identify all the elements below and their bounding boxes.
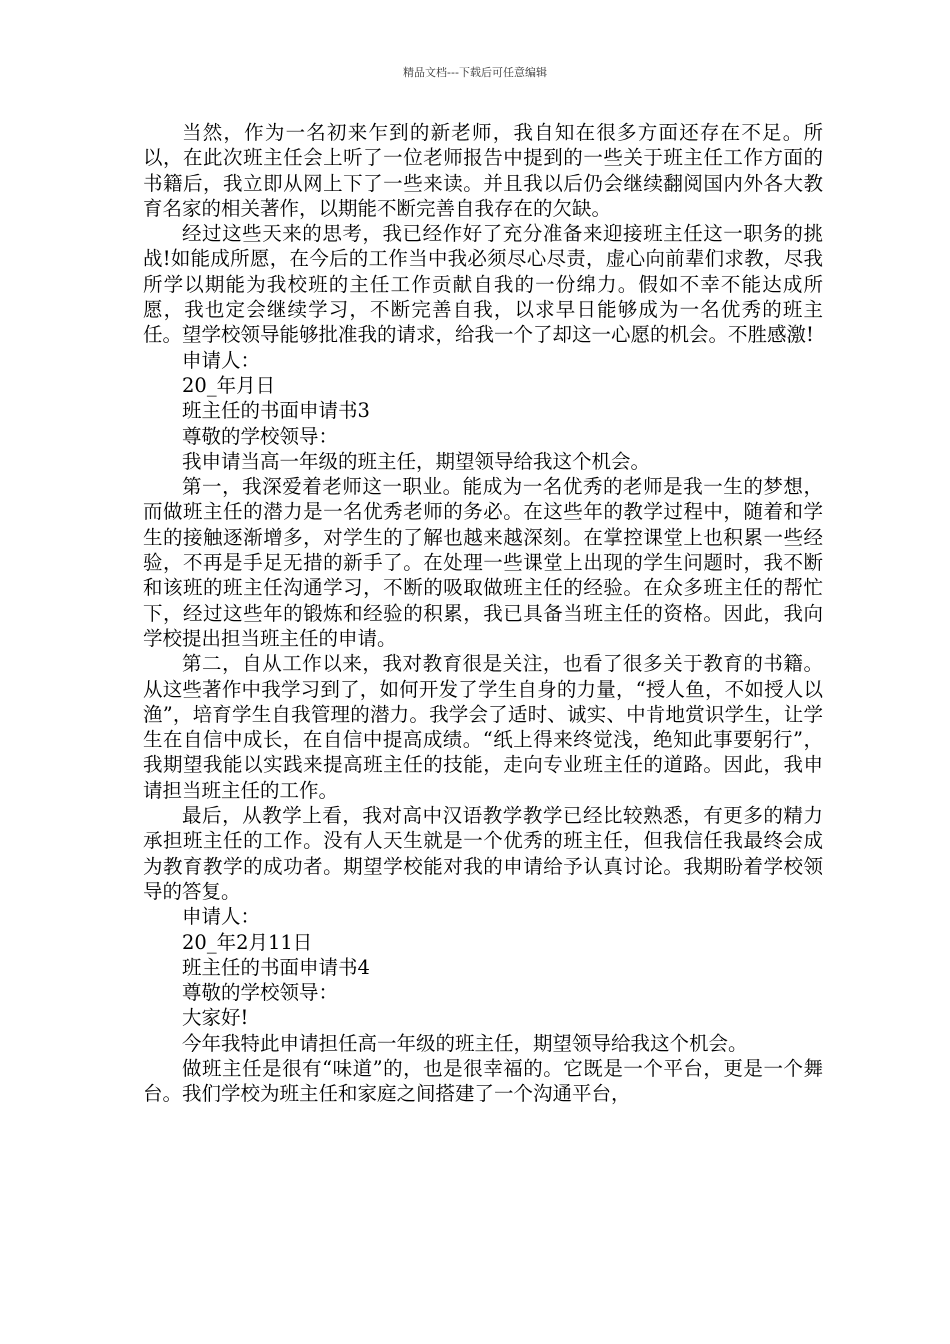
paragraph: 经过这些天来的思考，我已经作好了充分准备来迎接班主任这一职务的挑战!如能成所愿，在今后的工作当中我必须尽心尽责，虚心向前辈们求教，尽我所学以期能为我校班的主任工作贡献自我的一份绵力。假如不幸不能达成所愿，我也定会继续学习，不断完善自我，以求早日能够成为一名优秀的班主任。望学校领导能够批准我的请求，给我一个了却这一心愿的机会。不胜感激!	[143, 222, 823, 347]
paragraph: 最后，从教学上看，我对高中汉语教学教学已经比较熟悉，有更多的精力承担班主任的工作。没有人天生就是一个优秀的班主任，但我信任我最终会成为教育教学的成功者。期望学校能对我的申请给予认真讨论。我期盼着学校领导的答复。	[143, 804, 823, 903]
section-title: 班主任的书面申请书3	[182, 399, 370, 423]
paragraph: 第二，自从工作以来，我对教育很是关注，也看了很多关于教育的书籍。从这些著作中我学习到了，如何开发了学生自身的力量，“授人鱼，不如授人以渔”，培育学生自我管理的潜力。我学会了适时、诚实、中肯地赏识学生，让学生在自信中成长，在自信中提高成绩。“纸上得来终觉浅，绝知此事要躬行”，我期望我能以实践来提高班主任的技能，走向专业班主任的道路。因此，我申请担当班主任的工作。	[143, 652, 823, 802]
paragraph: 做班主任是很有“味道”的，也是很幸福的。它既是一个平台，更是一个舞台。我们学校为班主任和家庭之间搭建了一个沟通平台，	[143, 1056, 823, 1106]
paragraph: 今年我特此申请担任高一年级的班主任，期望领导给我这个机会。	[182, 1031, 748, 1055]
date-line: 20_年月日	[182, 373, 276, 397]
document-body	[143, 120, 823, 1107]
page-header: 精品文档---下载后可任意编辑	[403, 66, 547, 79]
paragraph: 第一，我深爱着老师这一职业。能成为一名优秀的老师是我一生的梦想，而做班主任的潜力是一名优秀老师的务必。在这些年的教学过程中，随着和学生的接触逐渐增多，对学生的了解也越来越深刻。在掌控课堂上也积累一些经验，不再是手足无措的新手了。在处理一些课堂上出现的学生问题时，我不断和该班的班主任沟通学习，不断的吸取做班主任的经验。在众多班主任的帮忙下，经过这些年的锻炼和经验的积累，我已具备当班主任的资格。因此，我向学校提出担当班主任的申请。	[143, 475, 823, 650]
paragraph: 我申请当高一年级的班主任，期望领导给我这个机会。	[182, 449, 651, 473]
salutation: 尊敬的学校领导：	[182, 424, 339, 448]
date-line: 20_年2月11日	[182, 930, 313, 954]
signature-label: 申请人：	[182, 348, 261, 372]
salutation: 尊敬的学校领导：	[182, 981, 339, 1005]
greeting: 大家好!	[182, 1006, 249, 1030]
paragraph: 当然，作为一名初来乍到的新老师，我自知在很多方面还存在不足。所以，在此次班主任会上听了一位老师报告中提到的一些关于班主任工作方面的书籍后，我立即从网上下了一些来读。并且我以后仍会继续翻阅国内外各大教育名家的相关著作，以期能不断完善自我存在的欠缺。	[143, 121, 823, 220]
section-title: 班主任的书面申请书4	[182, 955, 370, 979]
signature-label: 申请人：	[182, 905, 261, 929]
